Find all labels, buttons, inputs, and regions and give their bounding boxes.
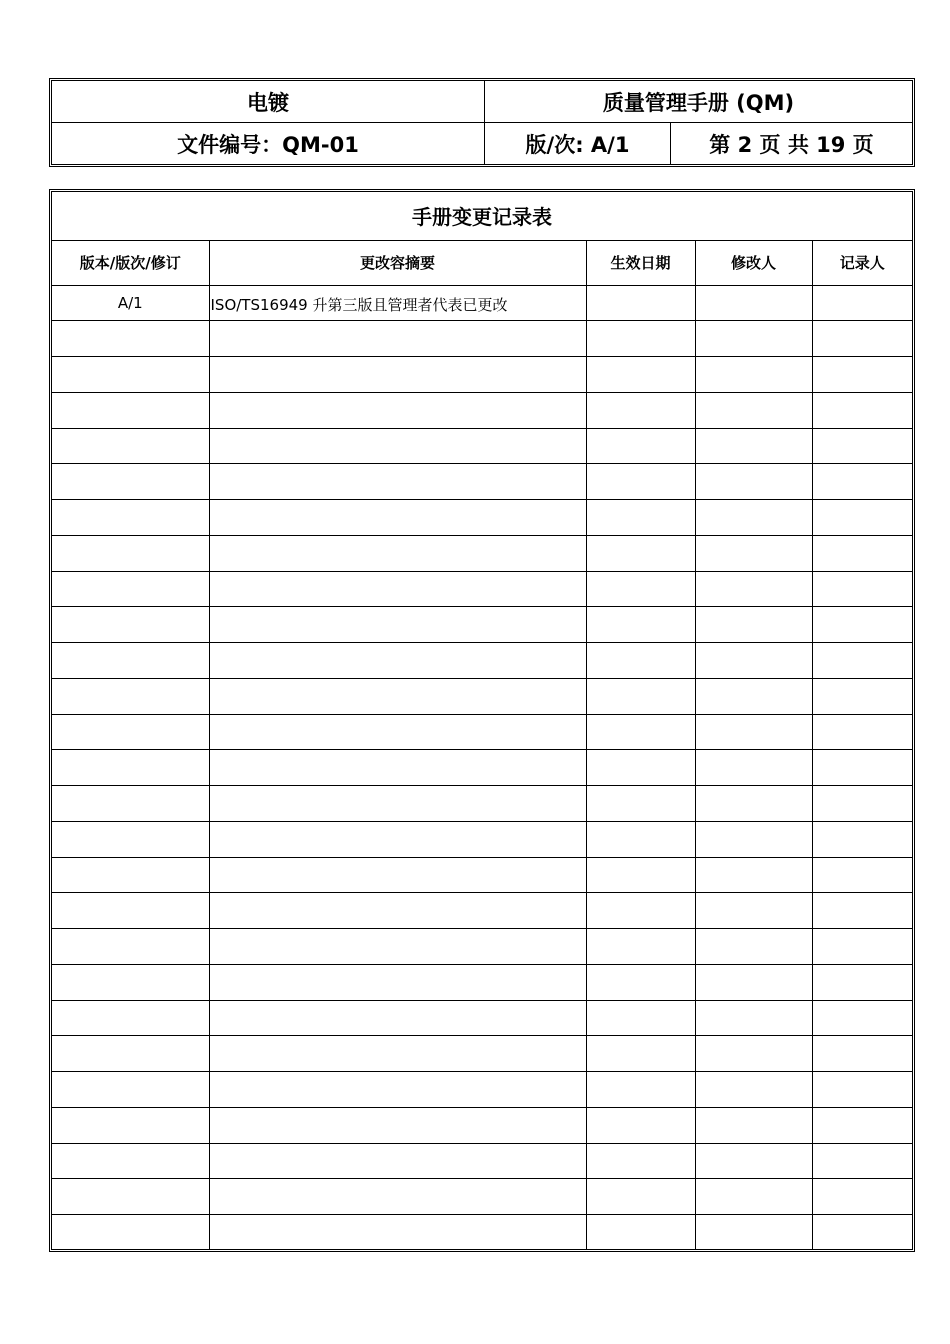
table-row	[52, 857, 912, 893]
effective-date-cell	[586, 321, 695, 357]
modified-by-cell	[695, 1036, 812, 1072]
version-cell	[52, 1000, 209, 1036]
version-cell	[52, 750, 209, 786]
effective-date-cell	[586, 464, 695, 500]
effective-date-cell	[586, 428, 695, 464]
effective-date-cell	[586, 1215, 695, 1251]
effective-date-cell	[586, 1072, 695, 1108]
summary-cell	[209, 607, 586, 643]
recorded-by-cell	[812, 750, 912, 786]
column-header-modified-by: 修改人	[695, 240, 812, 285]
version-cell	[52, 786, 209, 822]
summary-cell	[209, 1215, 586, 1251]
modified-by-cell	[695, 321, 812, 357]
recorded-by-cell	[812, 428, 912, 464]
recorded-by-cell	[812, 392, 912, 428]
effective-date-cell	[586, 607, 695, 643]
summary-cell	[209, 357, 586, 393]
recorded-by-cell	[812, 464, 912, 500]
version-cell	[52, 1107, 209, 1143]
summary-cell	[209, 678, 586, 714]
table-row	[52, 607, 912, 643]
summary-cell	[209, 321, 586, 357]
version-cell	[52, 678, 209, 714]
version-cell	[52, 821, 209, 857]
summary-cell	[209, 750, 586, 786]
modified-by-cell	[695, 1107, 812, 1143]
document-number: 文件编号：QM-01	[177, 132, 359, 157]
effective-date-cell	[586, 821, 695, 857]
modified-by-cell	[695, 464, 812, 500]
table-row	[52, 1143, 912, 1179]
effective-date-cell	[586, 678, 695, 714]
version-cell	[52, 321, 209, 357]
effective-date-cell	[586, 500, 695, 536]
summary-cell	[209, 1143, 586, 1179]
effective-date-cell	[586, 929, 695, 965]
recorded-by-cell	[812, 643, 912, 679]
table-title-row	[52, 192, 912, 240]
modified-by-cell	[695, 964, 812, 1000]
recorded-by-cell	[812, 1143, 912, 1179]
version-cell: A/1	[52, 285, 209, 321]
company-name: 电镀	[247, 90, 289, 115]
modified-by-cell	[695, 1215, 812, 1251]
version-cell	[52, 893, 209, 929]
modified-by-cell	[695, 285, 812, 321]
effective-date-cell	[586, 571, 695, 607]
effective-date-cell	[586, 1179, 695, 1215]
table-row	[52, 464, 912, 500]
table-row	[52, 357, 912, 393]
table-row	[52, 1107, 912, 1143]
effective-date-cell	[586, 857, 695, 893]
modified-by-cell	[695, 1143, 812, 1179]
effective-date-cell	[586, 1107, 695, 1143]
recorded-by-cell	[812, 893, 912, 929]
version-cell	[52, 357, 209, 393]
version-cell	[52, 964, 209, 1000]
summary-cell	[209, 857, 586, 893]
table-row	[52, 786, 912, 822]
table-row	[52, 428, 912, 464]
summary-cell	[209, 1072, 586, 1108]
table-row	[52, 500, 912, 536]
page-indicator: 第 2 页 共 19 页	[709, 132, 874, 157]
recorded-by-cell	[812, 964, 912, 1000]
recorded-by-cell	[812, 929, 912, 965]
version-cell	[52, 571, 209, 607]
effective-date-cell	[586, 714, 695, 750]
modified-by-cell	[695, 392, 812, 428]
recorded-by-cell	[812, 1000, 912, 1036]
modified-by-cell	[695, 535, 812, 571]
modified-by-cell	[695, 1072, 812, 1108]
version-cell	[52, 857, 209, 893]
table-row	[52, 1072, 912, 1108]
recorded-by-cell	[812, 500, 912, 536]
recorded-by-cell	[812, 857, 912, 893]
summary-cell	[209, 1036, 586, 1072]
table-title: 手册变更记录表	[52, 192, 912, 240]
effective-date-cell	[586, 786, 695, 822]
table-row	[52, 678, 912, 714]
column-header-recorded-by: 记录人	[812, 240, 912, 285]
modified-by-cell	[695, 714, 812, 750]
effective-date-cell	[586, 1143, 695, 1179]
manual-title: 质量管理手册 (QM)	[602, 90, 795, 115]
effective-date-cell	[586, 392, 695, 428]
version-cell	[52, 1143, 209, 1179]
table-row	[52, 821, 912, 857]
modified-by-cell	[695, 571, 812, 607]
version-cell	[52, 714, 209, 750]
version-cell	[52, 607, 209, 643]
version-cell	[52, 535, 209, 571]
recorded-by-cell	[812, 571, 912, 607]
modified-by-cell	[695, 750, 812, 786]
table-header-row	[52, 240, 912, 285]
version-label: 版/次: A/1	[525, 132, 630, 157]
recorded-by-cell	[812, 714, 912, 750]
table-row	[52, 893, 912, 929]
recorded-by-cell	[812, 786, 912, 822]
table-row	[52, 643, 912, 679]
summary-cell	[209, 786, 586, 822]
table-row	[52, 285, 912, 321]
modified-by-cell	[695, 929, 812, 965]
version-cell	[52, 1179, 209, 1215]
modified-by-cell	[695, 357, 812, 393]
effective-date-cell	[586, 357, 695, 393]
modified-by-cell	[695, 643, 812, 679]
modified-by-cell	[695, 1000, 812, 1036]
version-cell	[52, 1036, 209, 1072]
column-header-version: 版本/版次/修订	[52, 240, 209, 285]
change-record-table	[49, 189, 915, 1252]
recorded-by-cell	[812, 821, 912, 857]
recorded-by-cell	[812, 678, 912, 714]
summary-cell: ISO/TS16949 升第三版且管理者代表已更改	[209, 285, 586, 321]
effective-date-cell	[586, 535, 695, 571]
modified-by-cell	[695, 857, 812, 893]
summary-cell	[209, 500, 586, 536]
column-header-effective-date: 生效日期	[586, 240, 695, 285]
recorded-by-cell	[812, 607, 912, 643]
column-header-summary: 更改容摘要	[209, 240, 586, 285]
summary-cell	[209, 1000, 586, 1036]
version-cell	[52, 464, 209, 500]
table-row	[52, 750, 912, 786]
summary-cell	[209, 1179, 586, 1215]
table-row	[52, 1179, 912, 1215]
modified-by-cell	[695, 786, 812, 822]
recorded-by-cell	[812, 357, 912, 393]
version-cell	[52, 1072, 209, 1108]
summary-cell	[209, 964, 586, 1000]
recorded-by-cell	[812, 1179, 912, 1215]
effective-date-cell	[586, 964, 695, 1000]
modified-by-cell	[695, 678, 812, 714]
effective-date-cell	[586, 750, 695, 786]
summary-cell	[209, 643, 586, 679]
table-row	[52, 964, 912, 1000]
modified-by-cell	[695, 821, 812, 857]
summary-cell	[209, 821, 586, 857]
table-row	[52, 392, 912, 428]
summary-cell	[209, 893, 586, 929]
table-row	[52, 571, 912, 607]
table-row	[52, 1000, 912, 1036]
effective-date-cell	[586, 1036, 695, 1072]
table-row	[52, 1215, 912, 1251]
summary-cell	[209, 535, 586, 571]
version-cell	[52, 500, 209, 536]
summary-cell	[209, 464, 586, 500]
table-row	[52, 1036, 912, 1072]
modified-by-cell	[695, 1179, 812, 1215]
effective-date-cell	[586, 1000, 695, 1036]
recorded-by-cell	[812, 1215, 912, 1251]
effective-date-cell	[586, 285, 695, 321]
table-row	[52, 929, 912, 965]
effective-date-cell	[586, 893, 695, 929]
modified-by-cell	[695, 893, 812, 929]
recorded-by-cell	[812, 285, 912, 321]
summary-cell	[209, 392, 586, 428]
recorded-by-cell	[812, 1072, 912, 1108]
table-row	[52, 535, 912, 571]
modified-by-cell	[695, 500, 812, 536]
version-cell	[52, 643, 209, 679]
recorded-by-cell	[812, 1107, 912, 1143]
modified-by-cell	[695, 607, 812, 643]
recorded-by-cell	[812, 1036, 912, 1072]
version-cell	[52, 1215, 209, 1251]
summary-cell	[209, 571, 586, 607]
modified-by-cell	[695, 428, 812, 464]
summary-cell	[209, 714, 586, 750]
summary-cell	[209, 1107, 586, 1143]
version-cell	[52, 929, 209, 965]
recorded-by-cell	[812, 535, 912, 571]
summary-cell	[209, 428, 586, 464]
version-cell	[52, 392, 209, 428]
table-row	[52, 321, 912, 357]
version-cell	[52, 428, 209, 464]
effective-date-cell	[586, 643, 695, 679]
table-row	[52, 714, 912, 750]
recorded-by-cell	[812, 321, 912, 357]
summary-cell	[209, 929, 586, 965]
document-header	[49, 78, 915, 167]
